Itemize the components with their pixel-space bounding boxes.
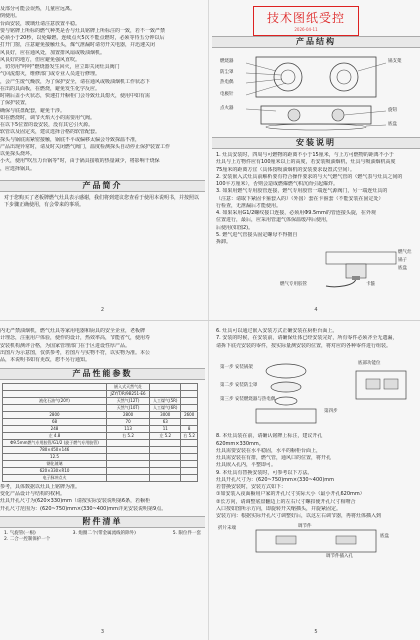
table-cell: 2600 <box>181 411 198 418</box>
install-steps-list <box>212 328 420 349</box>
list-item: 要与铭牌上所标的燃气种类是否与灶具铭牌上所标注的一致，若不一致严禁 <box>0 27 166 34</box>
table-cell <box>150 383 181 390</box>
stamp-date: 2026-04-11 <box>294 27 318 33</box>
list-item: 气回流熄灭，维修部门或专业人员进行修理。 <box>0 71 101 78</box>
intro-text: 对于您购买了老板牌燃气灶具表示感谢，我们将到建议您查看于使用本说明书，并按照以下步骤正确使用，有会带来的事项。 <box>4 195 200 208</box>
list-item: 100平方厘米），否则会造成燃爆燃气积沉而引起爆炸。 <box>216 181 339 187</box>
accessory-row-2 <box>0 537 205 543</box>
table-cell: 63 <box>150 418 181 425</box>
section-title-intro: 产品简介 <box>0 180 205 192</box>
intro-continued-list <box>0 328 205 364</box>
table-row <box>3 418 198 425</box>
table-cell: 2800 <box>3 411 107 418</box>
step-label-4: 第四步 <box>324 409 338 415</box>
table-row <box>3 411 198 418</box>
table-cell <box>181 439 198 446</box>
table-cell <box>106 467 149 474</box>
table-row <box>3 397 198 404</box>
list-item: 在出的具面板，在燃烧，避免发生化学反应。 <box>0 85 101 92</box>
section-title-accessories: 附件清单 <box>0 516 205 528</box>
list-item: 台面安装，玻璃灶请注意放置平稳。 <box>0 20 81 27</box>
list-item: 灶具与上方物件应有100厘米以上的高度，若安装吸油烟机，灶具与吸油烟机高度 <box>216 159 396 166</box>
safety-list <box>0 6 205 172</box>
list-item: 1. 灶具安装时，四周与可燃物的距离不小于15厘米，与上方可燃物的距离不小于 <box>216 152 394 158</box>
part-label-dust-cover: 防尘罩 <box>220 70 234 75</box>
page-5 <box>212 322 420 640</box>
table-cell <box>181 453 198 460</box>
table-cell <box>181 467 198 474</box>
bottom-function-label: 底部功能位 <box>358 361 381 367</box>
list-item: 软管以及固定夹，建议选择合格的软管配套。 <box>0 129 101 136</box>
table-cell <box>106 446 149 453</box>
diagram-label-pot: 锅子 <box>398 257 407 263</box>
diagram-label-stove: 燃气灶 <box>398 249 412 255</box>
table-cell: 70 <box>106 418 149 425</box>
table-cell: 液化石油气(20Y) <box>3 397 107 404</box>
table-cell: 右 5.2 <box>181 432 198 439</box>
list-item: 小火，使用"吹压力台锅等"时，由于锅具接收的热量减少，将影响干烧保 <box>0 158 160 165</box>
bracket-drawing <box>216 522 416 562</box>
table-cell: 左 5.2 <box>150 432 181 439</box>
replacement-install-list <box>212 433 420 520</box>
list-item: 7. 安装的时候，在安装前，请确保灶体已经安装完好，所有零件必须齐全无遗漏， <box>216 335 398 342</box>
part-label-knob: 旋钮 <box>388 108 397 113</box>
structure-diagram <box>216 51 416 133</box>
table-cell: 天然气(12T) <box>106 397 149 404</box>
bracket-diagram <box>216 522 416 562</box>
list-item: 若替换安装时，安装方式如下： <box>216 484 287 490</box>
table-cell <box>181 404 198 411</box>
list-item: 请拆下底壳安装的零件，按实际量测安装的位置，将对应的各种零件进行组装。 <box>216 342 392 349</box>
list-item: 灶具嵌入孔内，平整即可。 <box>216 462 277 469</box>
list-item: 确保与底盘配套，避免干涉。 <box>0 107 66 114</box>
list-item: 入口按如图所示方向，即旋转开关缩插头，并旋紧固定。 <box>216 505 342 512</box>
list-item: 4. 如果采用G1/2螺纹接口连接，必须用Φ9.5mm的管连接头旋，在外观 <box>216 210 376 216</box>
part-label-igniter: 点火器 <box>220 106 234 111</box>
list-item: 8. 本灶具装在前，请确认铭牌上标注，建议开孔 <box>216 433 323 440</box>
table-row <box>3 446 198 453</box>
table-cell: 右 5.2 <box>106 432 149 439</box>
list-item: 6. 灶具可以通过嵌入安装方式正确安装在厨柜台面上。 <box>216 328 338 334</box>
diagram-label-clamp: 卡箍 <box>366 281 375 287</box>
table-cell <box>181 460 198 467</box>
table-cell <box>181 474 198 481</box>
list-item: 后使用(如图2)。 <box>216 224 254 231</box>
diagram-label-hose: 燃气专用胶管 <box>280 281 307 287</box>
bracket-label-chassis: 底盘 <box>380 533 389 539</box>
table-cell <box>3 383 107 390</box>
bracket-label-slot: 调节件插入孔 <box>326 553 353 559</box>
page-number: 5 <box>314 629 318 636</box>
hose-connection-drawing <box>216 248 416 292</box>
part-label-pot-support: 锅支架 <box>388 59 402 64</box>
table-cell: JZY/T/R/9B251-E6 <box>106 390 149 397</box>
list-item: 灶具需要安装在水平稳固，水平的橱柜台面上， <box>216 447 322 454</box>
list-item: ，切勿用"呼呼"燃烧器发生回火，应立即关闭灶具阀门 <box>0 64 120 70</box>
step-label-1: 第一步 安装锅架 <box>220 365 253 371</box>
page-divider-horizontal <box>0 320 420 321</box>
table-cell: 8 <box>181 425 198 432</box>
list-item: 行检查，无泄漏后才能使用。 <box>216 202 282 209</box>
accessory-item: 2. 二合一控制保护一个 <box>4 537 51 543</box>
list-item: 风良好，应在通风处，加置排风扇或吸油烟机。 <box>0 49 106 56</box>
table-cell <box>150 446 181 453</box>
table-cell: Φ9.5mm燃气专用胶管/G1/2 (旋于燃气专用胶管) <box>3 439 107 446</box>
part-label-chassis: 底盘 <box>388 122 397 127</box>
section-title-install: 安装说明 <box>212 137 420 149</box>
table-cell: 3000 <box>150 411 181 418</box>
table-row <box>3 425 198 432</box>
list-item: 出图片为示意图，仅供参考，若图片与实物不符，以实物为准。本公 <box>0 349 151 356</box>
table-row <box>3 460 198 467</box>
accessory-item: 1. 气旋管(一根) <box>4 531 36 537</box>
note-line: 变化产品设计与结构的权利。 <box>0 491 66 497</box>
assembly-drawing <box>216 351 416 431</box>
list-item: 内无严禁油烟机，燃气灶具等家用电器和厨具的安全企业，老板牌 <box>0 328 146 334</box>
step-label-3: 第三步 安装燃烧器与热电偶 <box>220 397 276 403</box>
note-line: 灶具开孔尺寸为(620×330)mm（请按实际安装说明第6条，若橱柜 <box>0 498 151 505</box>
list-item: 5. 燃气进气管接头固定螺母不得擅自 <box>216 231 298 238</box>
table-row <box>3 474 198 481</box>
section-title-performance: 产品性能参数 <box>0 368 205 380</box>
list-item: 安装机构测评合格，为国家管理部门在于区进设性厚产品。 <box>0 342 131 349</box>
list-item: 2. 安装嵌入式灶具前解析要有符合操作要求的与大气燃气管的（燃气表与灶具之间的 <box>216 173 403 180</box>
table-cell: 620×330×R10 <box>3 467 107 474</box>
list-item: 灶具需安装在有排，燃气管，通风口的位置，将开孔 <box>216 455 332 461</box>
list-item: 3. 如果用燃气专用胶管连接，燃气专用胶管一端连气源阀门，另一端连灶具的 <box>216 188 388 195</box>
list-item: ，会产生废气燥放，为了保护安全，请在通风或吸油烟机工作状态下 <box>0 78 151 85</box>
list-item: 灶具开孔尺寸为：(620~750)mm×(330~400)mm <box>216 476 335 483</box>
table-row <box>3 439 198 446</box>
note-line: 开孔尺寸范围为：(620~750)mm×(330~400)mm详见安装说明第9点。 <box>0 505 167 512</box>
list-item: 75厘米的距离方宜（具体按吸油烟机的安装要求设置式空间）。 <box>216 166 355 173</box>
table-cell <box>181 418 198 425</box>
list-item: ，应选择锅具。 <box>0 165 36 172</box>
table-cell <box>3 390 107 397</box>
assembly-diagram <box>216 351 416 431</box>
table-cell <box>150 460 181 467</box>
list-item: 620mm×330mm。 <box>216 440 264 447</box>
part-label-electrode: 电极针 <box>220 92 234 97</box>
table-cell <box>181 446 198 453</box>
list-item: 必须小于20秒，以免爆燃。连续点火5次不能点燃时，必须等待五分钟以后 <box>0 35 165 41</box>
table-row <box>3 432 198 439</box>
table-cell: 12.5 <box>3 453 107 460</box>
accessory-item: 5. 限位件一套 <box>172 531 201 537</box>
list-item: 及部分可能会误热，儿童应远离。 <box>0 6 76 12</box>
table-row <box>3 467 198 474</box>
step-label-2: 第二步 安装防尘罩 <box>220 383 258 389</box>
table-cell: 113 <box>106 425 149 432</box>
table-cell: 11 <box>150 425 181 432</box>
accessory-item: 3. 炮圈二个(带金属流线的除外) <box>72 531 136 537</box>
table-cell: 天然气(10T) <box>106 404 149 411</box>
table-cell <box>150 439 181 446</box>
table-cell <box>150 390 181 397</box>
stamp-title: 技术图纸受控 <box>266 11 345 25</box>
note-line: 参考，具体数据以灶具上铭牌为准。 <box>0 483 81 490</box>
table-cell <box>106 474 149 481</box>
page-4 <box>212 0 420 318</box>
table-row <box>3 404 198 411</box>
list-item: 品，本说明书如有更改，恕不另行通知。 <box>0 357 91 363</box>
table-cell <box>106 439 149 446</box>
table-row <box>3 453 198 460</box>
list-item: 探头与锅底需紧密接触，锅底不平或偏移太偏会导致探温不准， <box>0 136 141 143</box>
bracket-label-flap: 折片末端 <box>218 525 236 531</box>
table-cell <box>181 390 198 397</box>
list-item: 打开门窗，注意避免接触灶头，煤气泄漏时请勿开关电器，并迅速关闭 <box>0 42 156 49</box>
table-row <box>3 390 198 397</box>
control-stamp <box>253 6 359 36</box>
part-label-burner: 燃烧器 <box>220 59 234 64</box>
list-item: ②长方向，请调整底盘翻边上的左右尺寸螺扣使开孔尺寸相吻合 <box>216 498 356 505</box>
table-cell: 68 <box>3 418 107 425</box>
list-item: 9. 本灶具有替换安装时，可参考以下方法。 <box>216 469 313 476</box>
page-number: 4 <box>314 307 318 314</box>
table-cell <box>106 453 149 460</box>
section-title-structure: 产品结构 <box>212 36 420 48</box>
page-2 <box>0 0 205 318</box>
table-cell: 钢化玻璃 <box>3 460 107 467</box>
list-item: 风良好的地方，但应避免强风直吹。 <box>0 56 81 63</box>
table-row <box>3 383 198 390</box>
table-cell: 左 4.8 <box>3 432 107 439</box>
table-cell: 电子脉冲点火 <box>3 474 107 481</box>
table-cell <box>181 397 198 404</box>
list-item: ①如安装入夜面橱用户家的开孔尺寸实际大小（最小开孔620mm） <box>216 491 365 498</box>
stove-structure-drawing <box>216 51 416 133</box>
table-cell <box>3 404 107 411</box>
page-3 <box>0 322 205 640</box>
install-diagram <box>216 248 416 292</box>
table-cell <box>150 453 181 460</box>
table-cell: 780×450×146 <box>3 446 107 453</box>
table-cell <box>181 383 198 390</box>
list-item: 计理念，注重用户体验，使作的设计，热效率高，节能省气，使用寿 <box>0 335 151 342</box>
spec-notes <box>0 484 205 513</box>
list-item: 拆卸。 <box>216 239 232 245</box>
list-item: 了保护装置， <box>0 100 31 107</box>
list-item: 产品出现异常时，请及时关闭燃气阀门，温度检测探头自动停止保护装置工作 <box>0 143 171 150</box>
part-label-thermocouple: 热电偶 <box>220 80 234 85</box>
list-item: 以免探头烧坏。 <box>0 151 36 157</box>
table-cell <box>150 474 181 481</box>
diagram-label-chassis: 底盘 <box>398 265 407 271</box>
page-number: 3 <box>100 629 105 636</box>
table-cell: 248 <box>3 425 107 432</box>
table-cell: 人工煤气(6R) <box>150 404 181 411</box>
page-number: 2 <box>100 307 105 314</box>
table-cell <box>150 467 181 474</box>
bracket-label-adjuster: 调节件 <box>298 523 312 529</box>
list-item: 位置进行，最后，应采用管道气体保温缓冲后使用， <box>216 217 332 224</box>
table-cell: 嵌入式天然气灶 <box>106 383 149 390</box>
list-item: 如在燃烧时，调节火焰大小的需要用气阀。 <box>0 114 96 121</box>
list-item: （注意：请取下紧固卡箍套入的）（外国）套在卡箍套（不能安装在固定处） <box>216 195 384 202</box>
spec-table <box>2 383 198 482</box>
list-item: 倒使用。 <box>0 13 21 20</box>
list-item: 在以下5位置的设安装，没有其它引火源。 <box>0 122 94 128</box>
list-item: 安装方向：根据实际开孔尺寸调整好后，以这左右调节器，再将灶体插入到 <box>216 513 382 519</box>
install-list <box>212 152 420 246</box>
table-cell: 2800 <box>106 411 149 418</box>
table-cell: 人工煤气(5R) <box>150 397 181 404</box>
list-item: 时期后盖小火状态，快速打开橱柜门会导致灶具熄火，使用中如有需 <box>0 93 151 99</box>
table-cell <box>106 460 149 467</box>
